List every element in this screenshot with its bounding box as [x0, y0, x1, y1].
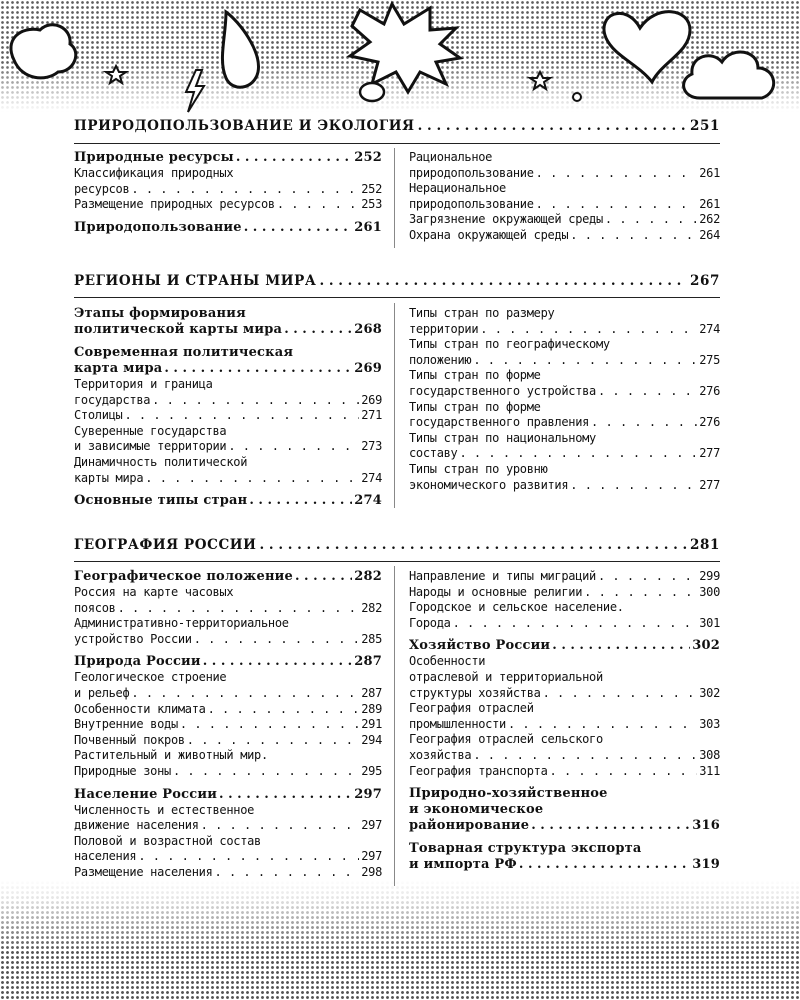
- dot-leader: [249, 493, 352, 509]
- dot-leader: [473, 353, 697, 369]
- toc-entry-text-line: Товарная структура экспорта: [409, 841, 642, 857]
- toc-entry-line: [409, 569, 720, 585]
- dot-leader: [473, 748, 697, 764]
- dot-leader: [260, 537, 687, 553]
- dot-leader: [536, 197, 698, 213]
- toc-entry-title: Природопользование: [74, 219, 242, 235]
- toc-entry[interactable]: [74, 717, 382, 733]
- toc-entry-line: [74, 717, 382, 733]
- toc-entry-page-number: 297: [361, 818, 382, 833]
- toc-entry-title: Особенности климата: [74, 701, 206, 716]
- dot-leader: [208, 702, 360, 718]
- toc-entry-line: [74, 361, 382, 377]
- toc-entry-title: Основные типы стран: [74, 493, 248, 509]
- toc-entry-text-line: и экономическое: [409, 802, 544, 818]
- toc-entry-page-number: 282: [361, 600, 382, 615]
- toc-entry-title: и зависимые территории: [74, 439, 227, 454]
- toc-entry-line: [74, 632, 382, 648]
- section-page-number: 251: [690, 118, 720, 134]
- toc-entry-page-number: 287: [354, 654, 382, 670]
- dot-leader: [180, 717, 359, 733]
- toc-entry[interactable]: [409, 181, 720, 212]
- toc-entry-page-number: 301: [699, 615, 720, 630]
- toc-entry-page-number: 269: [354, 361, 382, 376]
- toc-entry-text-line: Природно-хозяйственное: [409, 786, 608, 802]
- toc-entry-line: [74, 197, 382, 213]
- toc-heading-entry[interactable]: [409, 638, 720, 654]
- toc-entry-title: и рельеф: [74, 685, 130, 700]
- toc-column-left: [74, 306, 382, 509]
- dot-leader: [543, 686, 698, 702]
- toc-entry[interactable]: [409, 569, 720, 585]
- dot-leader: [480, 322, 697, 338]
- toc-entry[interactable]: [74, 748, 382, 779]
- toc-entry-page-number: 261: [699, 196, 720, 211]
- toc-entry-page-number: 302: [692, 638, 720, 654]
- toc-entry[interactable]: [74, 670, 382, 701]
- toc-entry-page-number: 297: [354, 786, 382, 802]
- toc-entry-title: государственного правления: [409, 415, 590, 430]
- dot-leader: [453, 616, 698, 632]
- dot-leader: [459, 446, 697, 462]
- toc-entry-title: География транспорта: [409, 763, 548, 778]
- toc-entry-line: [409, 197, 720, 213]
- toc-entry-line: [74, 865, 382, 881]
- toc-entry-line: [409, 415, 720, 431]
- toc-entry[interactable]: [409, 368, 720, 399]
- dot-leader: [519, 857, 690, 873]
- toc-entry[interactable]: [409, 732, 720, 763]
- toc-entry-page-number: 269: [361, 392, 382, 407]
- toc-heading-entry[interactable]: [74, 345, 382, 377]
- dot-leader: [418, 118, 687, 134]
- toc-entry-text-line: Половой и возрастной состав: [74, 833, 261, 848]
- toc-entry-page-number: 253: [361, 197, 382, 212]
- toc-entry-page-number: 299: [699, 569, 720, 583]
- toc-entry-page-number: 277: [699, 477, 720, 492]
- header-doodles: [0, 0, 800, 120]
- toc-entry[interactable]: [409, 585, 720, 601]
- toc-entry-text-line: Растительный и животный мир.: [74, 748, 268, 763]
- toc-heading-entry[interactable]: [74, 220, 382, 236]
- toc-entry-page-number: 274: [361, 470, 382, 485]
- toc-entry-title: поясов: [74, 600, 116, 615]
- dot-leader: [244, 220, 353, 236]
- toc-entry-line: [409, 322, 720, 338]
- section-title-regions[interactable]: [74, 273, 720, 289]
- toc-entry-line: [409, 478, 720, 494]
- dot-leader: [584, 585, 697, 601]
- toc-entry[interactable]: [74, 424, 382, 455]
- toc-entry-page-number: 291: [361, 717, 382, 732]
- toc-entry-title: Столицы: [74, 408, 123, 423]
- toc-entry-line: [74, 150, 382, 166]
- toc-entry-line: [74, 393, 382, 409]
- toc-entry-title: государственного устройства: [409, 383, 596, 398]
- toc-entry-page-number: 294: [361, 732, 382, 747]
- toc-entry-page-number: 252: [361, 181, 382, 196]
- toc-entry-text-line: отраслевой и территориальной: [409, 669, 603, 684]
- toc-entry-title: движение населения: [74, 818, 199, 833]
- dot-leader: [173, 764, 359, 780]
- dot-leader: [236, 150, 352, 166]
- dot-leader: [124, 408, 359, 424]
- toc-entry-line: [409, 748, 720, 764]
- toc-entry-line: [409, 446, 720, 462]
- toc-entry-page-number: 273: [361, 439, 382, 454]
- toc-entry-title: Географическое положение: [74, 569, 293, 584]
- toc-entry-text-line: Динамичность политической: [74, 454, 248, 469]
- toc-entry-line: [409, 616, 720, 632]
- toc-entry-text-line: Городское и сельское население.: [409, 600, 624, 615]
- drop-icon: [222, 12, 258, 87]
- toc-entry-line: [409, 764, 720, 780]
- toc-entry[interactable]: [74, 166, 382, 197]
- toc-entry-text-line: Типы стран по форме: [409, 368, 541, 383]
- toc-entry-title: Охрана окружающей среды: [409, 227, 569, 242]
- toc-entry-text-line: Суверенные государства: [74, 423, 227, 438]
- toc-entry-text-line: Территория и граница: [74, 377, 213, 391]
- toc-entry-line: [74, 569, 382, 585]
- dot-leader: [550, 764, 698, 780]
- toc-entry-text-line: География отраслей: [409, 701, 534, 716]
- toc-entry-text-line: Особенности: [409, 654, 486, 669]
- toc-entry-text-line: Россия на карте часовых: [74, 585, 234, 599]
- toc-entry-title: хозяйства: [409, 747, 472, 762]
- toc-entry-page-number: 308: [699, 747, 720, 762]
- toc-entry-text-line: Классификация природных: [74, 166, 234, 180]
- toc-entry-page-number: 298: [361, 864, 382, 879]
- toc-entry-title: Размещение населения: [74, 864, 213, 879]
- toc-entry-text-line: Типы стран по размеру: [409, 306, 555, 320]
- toc-entry-page-number: 302: [699, 685, 720, 700]
- section-title-text: ПРИРОДОПОЛЬЗОВАНИЕ И ЭКОЛОГИЯ: [74, 118, 415, 134]
- toc-entry-title: территории: [409, 321, 479, 336]
- toc-entry-page-number: 287: [361, 685, 382, 700]
- toc-entry-line: [74, 439, 382, 455]
- lightning-icon: [186, 70, 204, 112]
- toc-entry-title: составу: [409, 446, 458, 461]
- toc-entry-text-line: Типы стран по форме: [409, 399, 541, 414]
- toc-entry-page-number: 311: [699, 763, 720, 778]
- toc-entry-text-line: Этапы формирования: [74, 306, 246, 321]
- toc-entry-title: Природные зоны: [74, 763, 171, 778]
- dot-leader: [605, 212, 697, 228]
- dot-leader: [570, 228, 697, 244]
- toc-entry-title: Города: [409, 615, 451, 630]
- toc-entry-title: Народы и основные религии: [409, 584, 583, 599]
- toc-entry-text-line: Геологическое строение: [74, 670, 227, 685]
- dot-leader: [201, 818, 360, 834]
- toc-entry-title: промышленности: [409, 716, 506, 731]
- dot-leader: [118, 601, 360, 617]
- toc-entry-page-number: 300: [699, 584, 720, 599]
- dot-leader: [228, 439, 359, 455]
- section-page-number: 281: [690, 537, 720, 553]
- toc-entry-line: [409, 384, 720, 400]
- toc-entry-title: Природа России: [74, 654, 201, 670]
- toc-entry-page-number: 271: [361, 408, 382, 423]
- dot-leader: [203, 654, 353, 670]
- section-page-number: 267: [690, 273, 720, 289]
- dot-leader: [531, 818, 690, 834]
- toc-entry-title: Загрязнение окружающей среды: [409, 212, 603, 227]
- toc-entry-title: карты мира: [74, 470, 144, 485]
- toc-entry-title: Внутренние воды: [74, 717, 178, 732]
- section-divider: [74, 561, 720, 562]
- toc-entry-line: [74, 686, 382, 702]
- heart-icon: [604, 12, 690, 82]
- toc-entry-title: политической карты мира: [74, 322, 283, 337]
- section-title-text: ГЕОГРАФИЯ РОССИИ: [74, 537, 257, 553]
- toc-entry-line: [409, 353, 720, 369]
- dot-leader: [219, 787, 352, 803]
- toc-entry-line: [74, 654, 382, 670]
- dot-leader: [295, 569, 352, 585]
- star-left-icon: [106, 66, 126, 83]
- toc-entry-line: [74, 764, 382, 780]
- explosion-bubble-icon: [350, 4, 460, 92]
- toc-entry[interactable]: [409, 400, 720, 431]
- dot-leader: [194, 632, 360, 648]
- toc-entry-title: структуры хозяйства: [409, 685, 541, 700]
- toc-column-left: [74, 150, 382, 236]
- toc-entry-title: карта мира: [74, 361, 163, 376]
- toc-entry-line: [74, 849, 382, 865]
- toc-entry-title: устройство России: [74, 631, 192, 646]
- toc-entry-page-number: 268: [354, 322, 382, 337]
- toc-entry-title: Направление и типы миграций: [409, 569, 596, 583]
- section-title-russia[interactable]: [74, 537, 720, 553]
- dot-leader: [508, 717, 697, 733]
- toc-entry[interactable]: [409, 654, 720, 701]
- toc-entry[interactable]: [74, 733, 382, 749]
- dot-leader: [591, 415, 697, 431]
- toc-column-right: [409, 150, 720, 244]
- toc-entry-title: экономического развития: [409, 477, 569, 492]
- toc-column-right: [409, 306, 720, 493]
- toc-entry-title: ресурсов: [74, 181, 130, 196]
- toc-entry-page-number: 319: [692, 857, 720, 873]
- dot-leader: [187, 733, 359, 749]
- toc-entry[interactable]: [74, 702, 382, 718]
- toc-entry-line: [74, 220, 382, 236]
- toc-heading-entry[interactable]: [74, 493, 382, 509]
- toc-entry-text-line: География отраслей сельского: [409, 732, 603, 747]
- toc-column-right: [409, 569, 720, 873]
- toc-entry[interactable]: [74, 616, 382, 647]
- toc-entry-title: природопользование: [409, 196, 534, 211]
- dot-leader: [215, 865, 360, 881]
- toc-entry-page-number: 295: [361, 763, 382, 778]
- toc-entry[interactable]: [74, 803, 382, 834]
- toc-entry-title: районирование: [409, 818, 530, 834]
- toc-entry-page-number: 282: [354, 569, 382, 584]
- toc-entry-page-number: 252: [354, 150, 382, 165]
- toc-heading-entry[interactable]: [409, 786, 720, 834]
- toc-entry-line: [74, 471, 382, 487]
- toc-column-left: [74, 569, 382, 881]
- toc-entry-page-number: 262: [699, 212, 720, 227]
- section-divider: [74, 297, 720, 298]
- toc-entry[interactable]: [74, 585, 382, 616]
- toc-entry-page-number: 275: [699, 352, 720, 367]
- toc-entry-title: Хозяйство России: [409, 638, 551, 654]
- toc-heading-entry[interactable]: [74, 787, 382, 803]
- dot-leader: [138, 849, 359, 865]
- toc-entry[interactable]: [409, 212, 720, 228]
- toc-entry-page-number: 303: [699, 716, 720, 731]
- toc-entry-page-number: 276: [699, 415, 720, 430]
- dot-leader: [284, 322, 352, 338]
- toc-entry-line: [74, 493, 382, 509]
- toc-entry-line: [74, 182, 382, 198]
- toc-entry[interactable]: [409, 600, 720, 631]
- toc-entry-text-line: Численность и естественное: [74, 802, 255, 817]
- dot-leader: [131, 182, 359, 198]
- dot-leader: [277, 197, 359, 213]
- toc-entry-page-number: 277: [699, 446, 720, 461]
- toc-entry-page-number: 261: [699, 165, 720, 180]
- dot-leader: [152, 393, 359, 409]
- toc-entry-line: [409, 717, 720, 733]
- toc-entry-line: [409, 212, 720, 228]
- toc-entry-page-number: 285: [361, 631, 382, 646]
- toc-entry-line: [409, 166, 720, 182]
- toc-entry-title: Население России: [74, 786, 218, 802]
- toc-entry[interactable]: [74, 197, 382, 213]
- toc-entry-line: [409, 818, 720, 834]
- toc-entry-title: государства: [74, 392, 151, 407]
- toc-entry-line: [74, 322, 382, 338]
- cloud-right-icon: [684, 52, 774, 98]
- toc-entry-page-number: 297: [361, 849, 382, 864]
- small-bubble-icon: [360, 83, 384, 101]
- toc-entry-line: [74, 818, 382, 834]
- toc-entry-text-line: Административно-территориальное: [74, 616, 289, 631]
- toc-entry-title: Почвенный покров: [74, 732, 185, 747]
- toc-entry-line: [409, 686, 720, 702]
- toc-heading-entry[interactable]: [74, 654, 382, 670]
- dot-leader: [164, 361, 352, 377]
- toc-entry-page-number: 289: [361, 701, 382, 716]
- toc-entry[interactable]: [74, 408, 382, 424]
- toc-heading-entry[interactable]: [409, 841, 720, 873]
- toc-entry-line: [409, 638, 720, 654]
- toc-entry[interactable]: [409, 462, 720, 493]
- toc-entry-line: [74, 702, 382, 718]
- toc-entry[interactable]: [409, 764, 720, 780]
- toc-entry-title: природопользование: [409, 165, 534, 180]
- toc-entry[interactable]: [409, 150, 720, 181]
- toc-entry[interactable]: [74, 455, 382, 486]
- section-title-ecology[interactable]: [74, 118, 720, 134]
- column-divider: [394, 148, 395, 248]
- dot-leader: [598, 384, 697, 400]
- toc-entry-line: [74, 787, 382, 803]
- toc-entry[interactable]: [409, 306, 720, 337]
- toc-entry-title: положению: [409, 352, 472, 367]
- toc-entry-title: Природные ресурсы: [74, 150, 234, 165]
- toc-entry[interactable]: [409, 701, 720, 732]
- toc-entry[interactable]: [409, 337, 720, 368]
- halftone-footer-fade: [0, 880, 800, 1000]
- toc-entry-page-number: 261: [354, 219, 382, 235]
- dot-leader: [319, 273, 687, 289]
- dot-leader: [145, 471, 359, 487]
- section-divider: [74, 143, 720, 144]
- column-divider: [394, 566, 395, 886]
- toc-entry[interactable]: [409, 228, 720, 244]
- toc-entry[interactable]: [74, 377, 382, 408]
- toc-entry-text-line: Современная политическая: [74, 345, 294, 360]
- toc-heading-entry[interactable]: [74, 569, 382, 585]
- dot-leader: [536, 166, 698, 182]
- toc-entry-text-line: Типы стран по национальному: [409, 430, 596, 445]
- toc-entry-page-number: 274: [354, 493, 382, 509]
- dot-leader: [552, 638, 690, 654]
- toc-heading-entry[interactable]: [74, 150, 382, 166]
- toc-entry-title: Размещение природных ресурсов: [74, 197, 275, 212]
- toc-entry-line: [409, 228, 720, 244]
- toc-entry-text-line: Типы стран по уровню: [409, 461, 548, 476]
- toc-entry-line: [74, 733, 382, 749]
- toc-entry-page-number: 316: [692, 818, 720, 834]
- toc-entry-line: [409, 585, 720, 601]
- toc-entry-text-line: Типы стран по географическому: [409, 337, 610, 352]
- dot-leader: [570, 478, 697, 494]
- dot-leader: [598, 569, 697, 585]
- toc-entry[interactable]: [74, 834, 382, 865]
- toc-entry-text-line: Рациональное: [409, 150, 493, 164]
- toc-entry-title: и импорта РФ: [409, 857, 517, 873]
- toc-entry[interactable]: [74, 865, 382, 881]
- small-circle-icon: [573, 93, 581, 101]
- star-right-icon: [530, 72, 550, 89]
- toc-heading-entry[interactable]: [74, 306, 382, 338]
- toc-entry-text-line: Нерациональное: [409, 181, 506, 196]
- dot-leader: [131, 686, 359, 702]
- toc-entry-page-number: 264: [699, 227, 720, 242]
- section-title-text: РЕГИОНЫ И СТРАНЫ МИРА: [74, 273, 317, 289]
- toc-entry-line: [74, 601, 382, 617]
- toc-entry-title: населения: [74, 849, 137, 864]
- toc-entry-page-number: 274: [699, 321, 720, 336]
- cloud-bubble-left-icon: [11, 25, 76, 78]
- toc-entry-page-number: 276: [699, 383, 720, 398]
- toc-entry-line: [409, 857, 720, 873]
- toc-entry-line: [74, 408, 382, 424]
- toc-entry[interactable]: [409, 431, 720, 462]
- column-divider: [394, 303, 395, 508]
